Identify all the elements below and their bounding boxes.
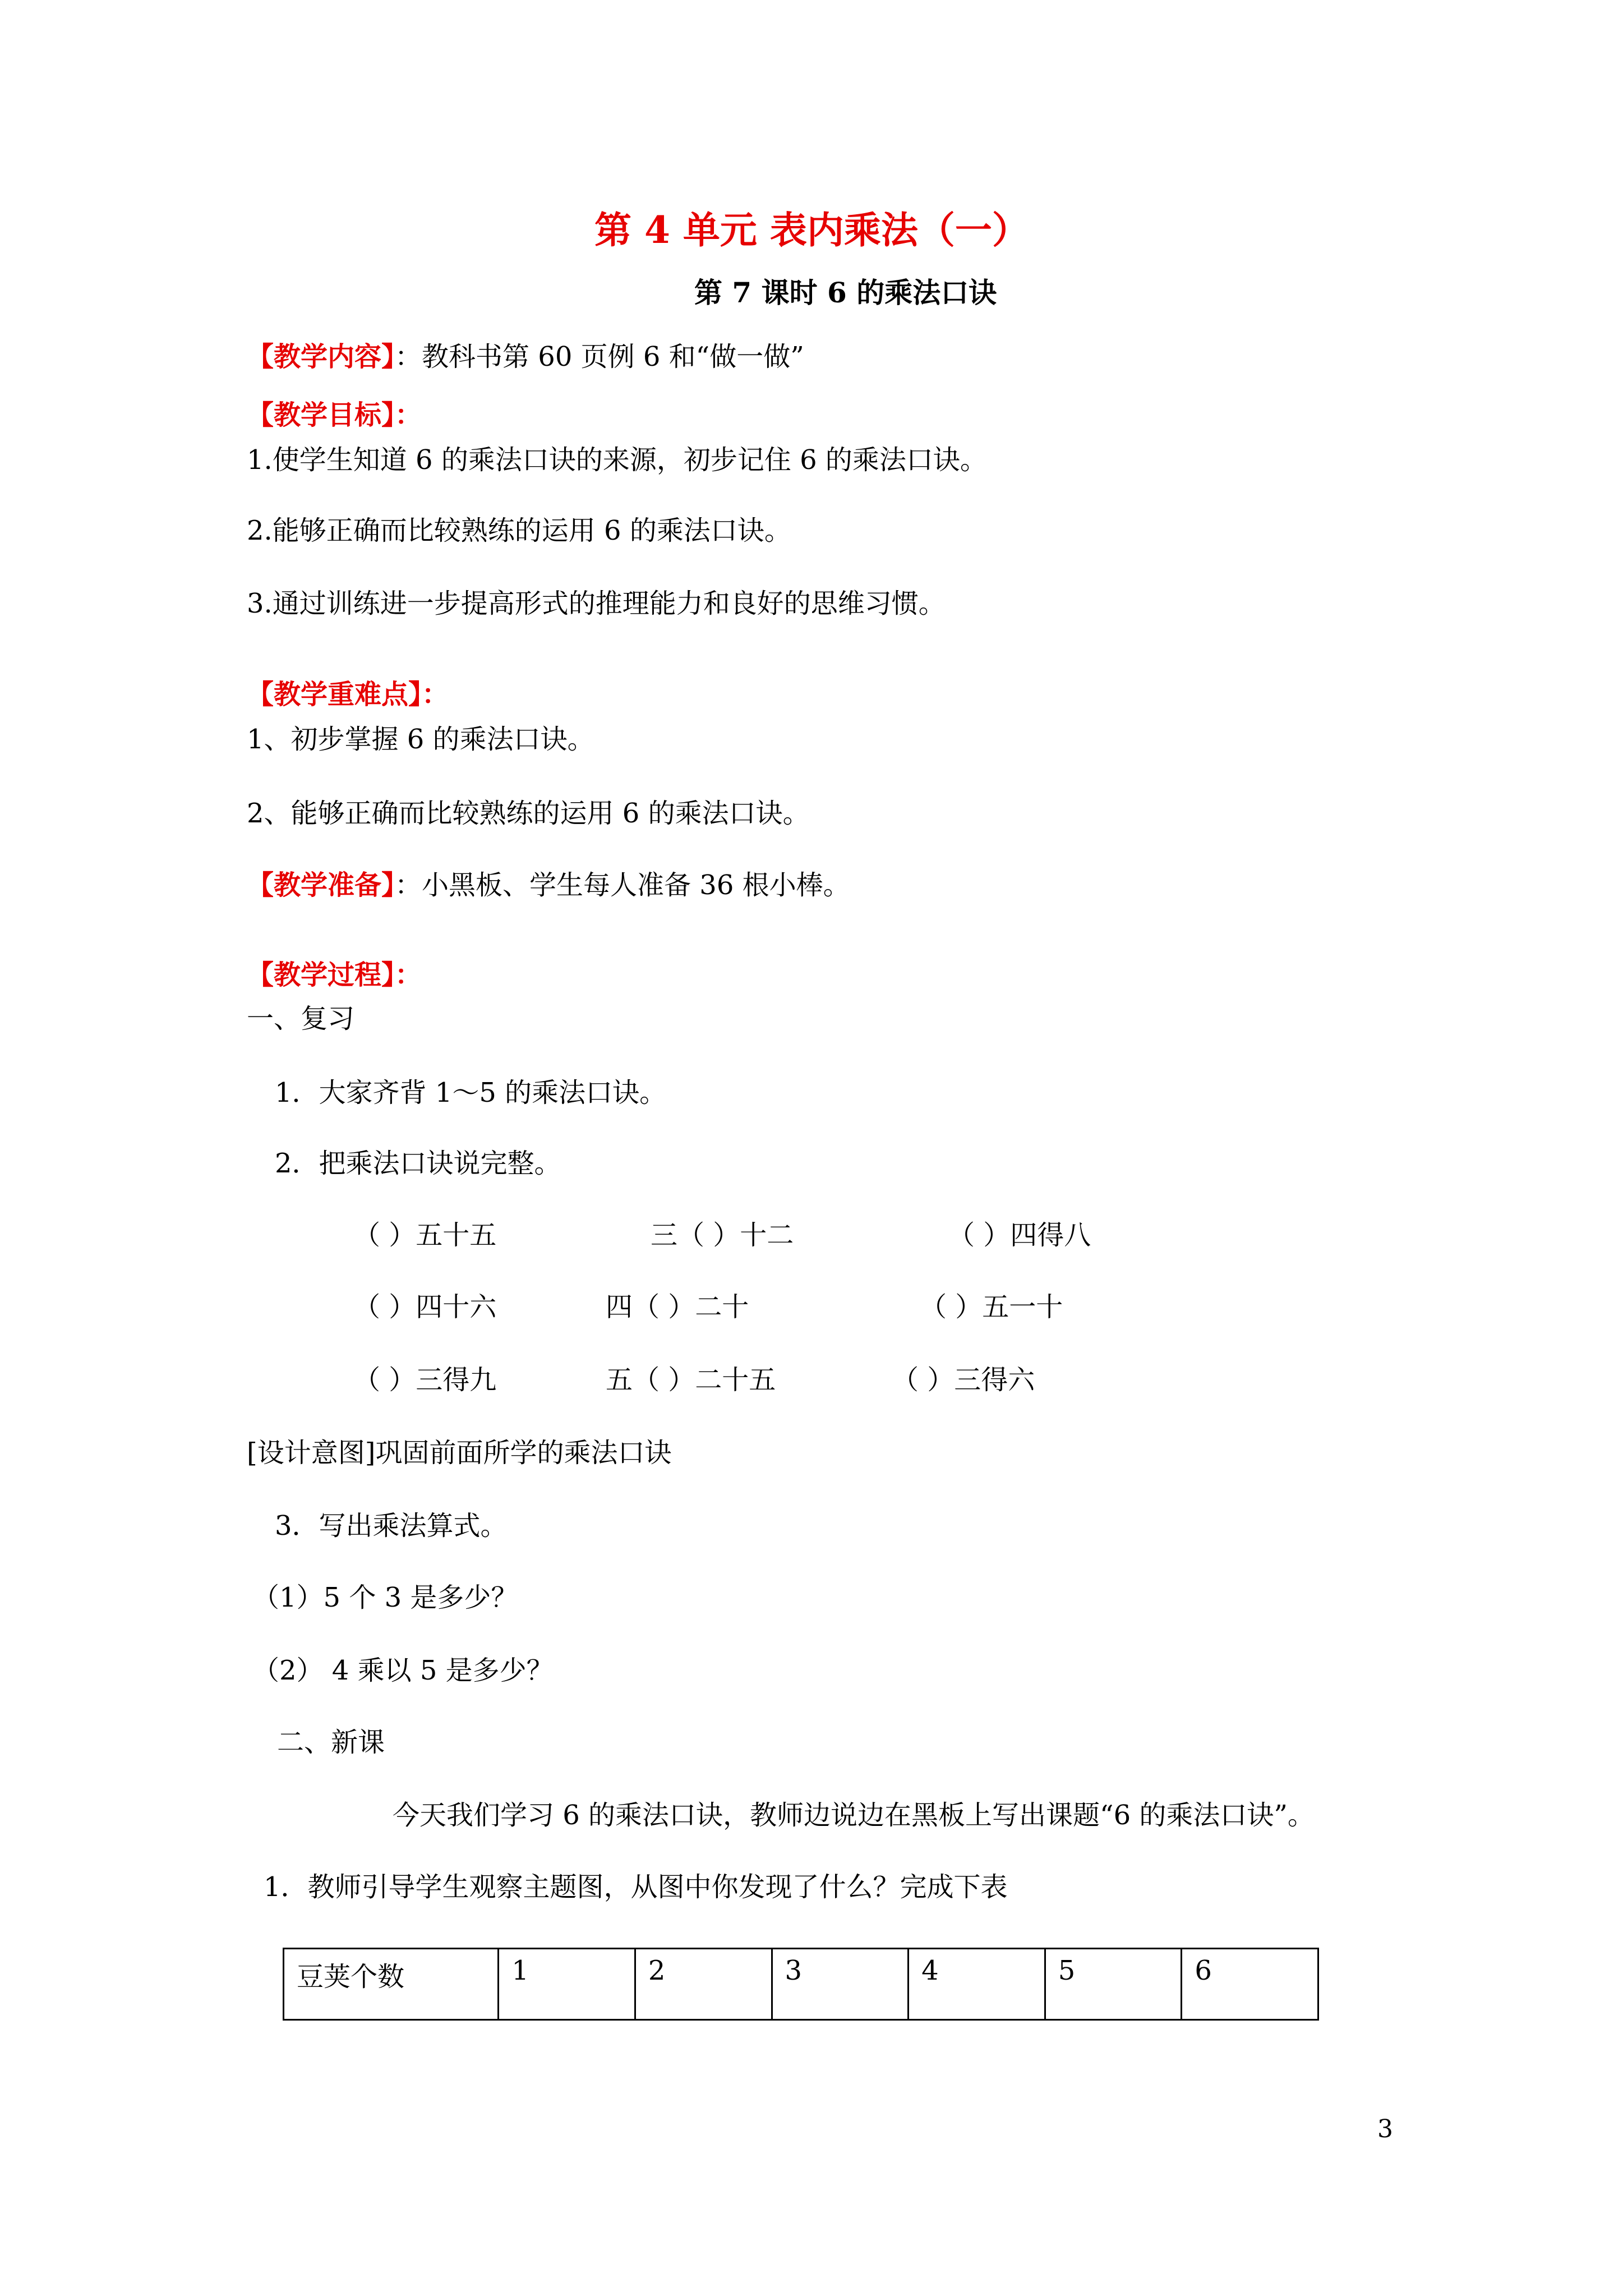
fill-blank: 四（ ）二十: [606, 1291, 749, 1323]
fill-blank: （ ）四十六: [353, 1291, 497, 1323]
objective-item: 3.通过训练进一步提高形式的推理能力和良好的思维习惯。: [247, 588, 946, 619]
key-point-item: 1、初步掌握 6 的乘法口诀。: [247, 724, 594, 755]
review-step-3: 3．写出乘法算式。: [275, 1510, 508, 1542]
key-points-heading: [247, 678, 449, 711]
teaching-content: [247, 340, 804, 374]
review-step-1: 1．大家齐背 1～5 的乘法口诀。: [275, 1077, 667, 1108]
table-cell: 5: [1045, 1949, 1182, 2020]
preparation-text: ：小黑板、学生每人准备 36 根小棒。: [395, 869, 850, 901]
new-lesson-heading: 二、新课: [277, 1727, 385, 1758]
bean-pod-table: [283, 1948, 1319, 2021]
new-lesson-intro: 今天我们学习 6 的乘法口诀，教师边说边在黑板上写出课题“6 的乘法口诀”。: [393, 1800, 1315, 1831]
fill-blank: 五（ ）二十五: [606, 1364, 776, 1396]
fill-blank: （ ）四得八: [948, 1220, 1091, 1251]
objectives-label: 【教学目标】: [247, 399, 395, 431]
table-cell: 3: [772, 1949, 909, 2020]
design-intent: [设计意图]巩固前面所学的乘法口诀: [247, 1437, 672, 1469]
table-cell: 4: [909, 1949, 1045, 2020]
fill-blank: （ ）五一十: [920, 1291, 1063, 1323]
process-colon: ：: [395, 959, 422, 991]
fill-blank: （ ）三得六: [892, 1364, 1035, 1396]
lesson-subtitle: 第 7 课时 6 的乘法口诀: [694, 276, 997, 309]
key-points-label: 【教学重难点】: [247, 679, 422, 710]
fill-blank: （ ）五十五: [353, 1220, 497, 1251]
preparation: [247, 868, 850, 902]
objectives-heading: [247, 398, 422, 432]
teaching-content-text: ：教科书第 60 页例 6 和“做一做”: [395, 341, 804, 372]
table-header-cell: 豆荚个数: [284, 1949, 499, 2020]
process-label: 【教学过程】: [247, 959, 395, 991]
page-number: 3: [1377, 2115, 1393, 2143]
fill-blank: 三（ ）十二: [651, 1220, 794, 1251]
review-heading: 一、复习: [247, 1003, 355, 1034]
key-point-item: 2、能够正确而比较熟练的运用 6 的乘法口诀。: [247, 798, 810, 829]
table-cell: 1: [499, 1949, 635, 2020]
preparation-label: 【教学准备】: [247, 869, 395, 901]
new-lesson-step-1: 1．教师引导学生观察主题图，从图中你发现了什么？完成下表: [264, 1871, 1008, 1903]
fill-blank: （ ）三得九: [353, 1364, 497, 1396]
review-step-2: 2．把乘法口诀说完整。: [275, 1148, 561, 1179]
table-cell: 6: [1182, 1949, 1318, 2020]
page-title: 第 4 单元 表内乘法（一）: [594, 208, 1029, 252]
teaching-content-label: 【教学内容】: [247, 341, 395, 372]
table-cell: 2: [635, 1949, 772, 2020]
key-points-colon: ：: [422, 679, 449, 710]
objective-item: 1.使学生知道 6 的乘法口诀的来源，初步记住 6 的乘法口诀。: [247, 444, 987, 476]
objectives-colon: ：: [395, 399, 422, 431]
process-heading: [247, 958, 422, 992]
question-2: （2） 4 乘以 5 是多少？: [252, 1655, 554, 1686]
table-row: [284, 1949, 1318, 2020]
objective-item: 2.能够正确而比较熟练的运用 6 的乘法口诀。: [247, 515, 791, 546]
question-1: （1）5 个 3 是多少？: [252, 1582, 518, 1613]
